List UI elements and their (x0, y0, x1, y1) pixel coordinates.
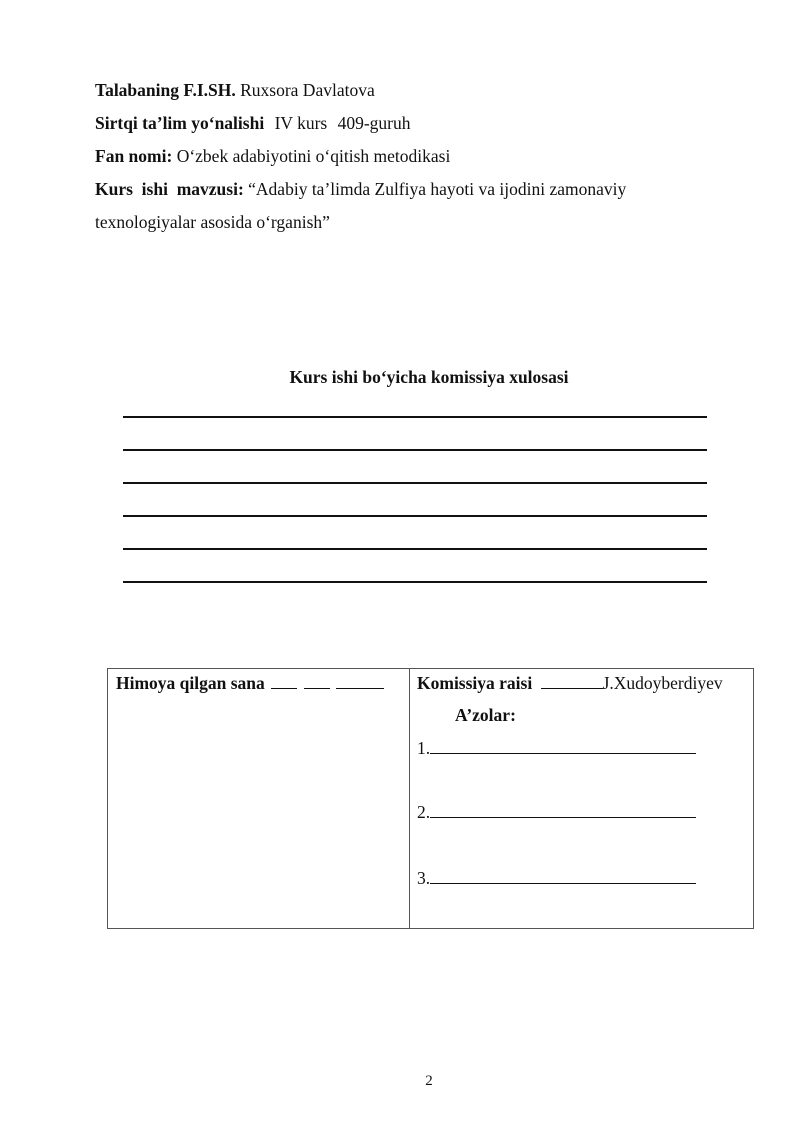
topic-line-2 (95, 206, 715, 239)
commission-chair-name: J.Xudoyberdiyev (602, 673, 723, 693)
page-number: 2 (425, 1073, 433, 1089)
member-number: 1. (417, 738, 431, 758)
course-value: IV kurs (274, 113, 328, 133)
student-name-label: Talabaning F.I.SH. (95, 80, 236, 100)
conclusion-line (123, 581, 707, 583)
member-signature-blank (430, 801, 696, 818)
student-name-value: Ruxsora Davlatova (240, 80, 375, 100)
topic-value-line2: texnologiyalar asosida o‘rganish” (95, 212, 330, 232)
subject-line (95, 140, 715, 173)
topic-label: Kurs ishi mavzusi: (95, 179, 244, 199)
topic-value-line1: “Adabiy ta’limda Zulfiya hayoti va ijodini zamonaviy (248, 179, 627, 199)
conclusion-line (123, 449, 707, 451)
member-signature-blank (430, 737, 696, 754)
conclusion-line (123, 548, 707, 550)
student-info-block (95, 74, 715, 239)
defense-table (107, 668, 754, 929)
student-name-line (95, 74, 715, 107)
commission-cell (410, 669, 753, 928)
members-label: A’zolar: (455, 705, 516, 725)
member-number: 3. (417, 868, 431, 888)
defense-date-label: Himoya qilgan sana (116, 673, 265, 693)
chair-signature-blank (541, 672, 603, 689)
date-day-blank (271, 672, 297, 689)
member-line-1 (417, 737, 696, 759)
date-month-blank (304, 672, 330, 689)
member-line-2 (417, 801, 696, 823)
commission-chair-line (417, 672, 723, 694)
member-signature-blank (430, 867, 696, 884)
member-line-3 (417, 867, 696, 889)
study-direction-line (95, 107, 715, 140)
commission-chair-label: Komissiya raisi (417, 673, 533, 693)
subject-value: O‘zbek adabiyotini o‘qitish metodikasi (176, 146, 451, 166)
conclusion-line (123, 416, 707, 418)
member-number: 2. (417, 802, 431, 822)
defense-date-line (116, 672, 384, 694)
conclusion-line (123, 482, 707, 484)
date-year-blank (336, 672, 384, 689)
defense-date-cell (108, 669, 410, 928)
conclusion-title: Kurs ishi bo‘yicha komissiya xulosasi (289, 367, 569, 387)
study-direction-label: Sirtqi ta’lim yo‘nalishi (95, 113, 265, 133)
subject-label: Fan nomi: (95, 146, 173, 166)
topic-line (95, 173, 715, 206)
group-value: 409-guruh (337, 113, 411, 133)
conclusion-line (123, 515, 707, 517)
members-label-line (455, 705, 516, 726)
